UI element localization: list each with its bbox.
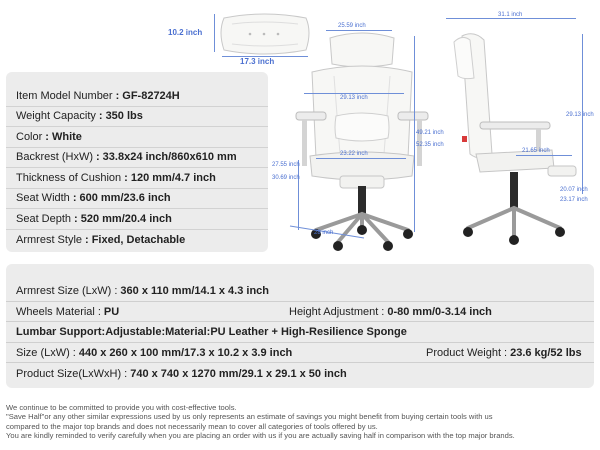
chair-side-image [440,22,580,254]
seat-width-line [316,158,406,159]
spec-row-size-weight: Size (LxW) : 440 x 260 x 100 mm/17.3 x 10.2 x 3.9 inch Product Weight : 23.6 kg/52 lbs [6,343,594,364]
side-seat-depth-line [516,155,572,156]
spec-row-seat-width: Seat Width : 600 mm/23.6 inch [6,189,268,210]
spec-row-weight-capacity: Weight Capacity : 350 lbs [6,107,268,128]
disclaimer-line: You are kindly reminded to verify carefully when you are placing an order with us if you are actually saving half in comparison with the top major brands. [6,431,515,441]
seat-width-label: 23.22 inch [340,151,368,157]
spec-row-armrest-style: Armrest Style : Fixed, Detachable [16,233,186,246]
disclaimer-line: compared to the major top brands and does not necessarily mean to cover all categories of tools offered by us. [6,421,378,431]
spec-panel [6,72,268,252]
back-width-label: 29.13 inch [340,95,368,101]
disclaimer [6,403,598,441]
pillow-height-label: 10.2 inch [168,28,203,37]
spec-row-backrest: Backrest (HxW) : 33.8x24 inch/860x610 mm [6,148,268,169]
side-arm-height-max-label: 23.17 inch [560,197,588,203]
pillow-height-line [214,14,215,52]
seat-height-line [298,160,299,230]
headrest-width-line [326,30,392,31]
side-depth-label: 31.1 inch [498,12,523,18]
spec-row-armrest-size: Armrest Size (LxW) : 360 x 110 mm/14.1 x 4.3 inch [6,281,594,302]
pillow-width-label: 17.3 inch [240,57,275,66]
back-height-line [414,36,415,232]
side-back-height-label: 29.13 inch [566,112,594,118]
back-height-label: 49.21 inch [416,130,444,136]
bottom-spec-panel [6,264,594,388]
spec-row-lumbar-support: Lumbar Support:Adjustable:Material:PU Leather + High-Resilience Sponge [6,322,594,343]
seat-height-label: 27.55 inch [272,162,300,168]
side-depth-line [446,18,576,19]
spec-row-cushion: Thickness of Cushion : 120 mm/4.7 inch [6,168,268,189]
base-diameter-label: 28 inch [314,230,334,236]
disclaimer-line: We continue to be committed to provide you with cost-effective tools. [6,403,237,412]
spec-row-product-size: Product Size(LxWxH) : 740 x 740 x 1270 mm/29.1 x 29.1 x 50 inch [16,367,347,380]
spec-row-wheels-height: Wheels Material : PU Height Adjustment : 0-80 mm/0-3.14 inch [6,302,594,323]
headrest-width-label: 25.59 inch [338,23,366,29]
side-arm-height-label: 20.07 inch [560,187,588,193]
disclaimer-line: "Save Half"or any other similar expressions used by us only represents an estimate of savings you might benefit from buying certain tools with us [6,412,493,422]
spec-row-model: Item Model Number : GF-82724H [6,86,268,107]
side-seat-depth-label: 21.65 inch [522,148,550,154]
total-height-label: 52.35 inch [416,142,444,148]
seat-height-max-label: 30.69 inch [272,175,300,181]
spec-row-color: Color : White [6,127,268,148]
back-width-line [304,93,404,94]
spec-row-seat-depth: Seat Depth : 520 mm/20.4 inch [6,209,268,230]
